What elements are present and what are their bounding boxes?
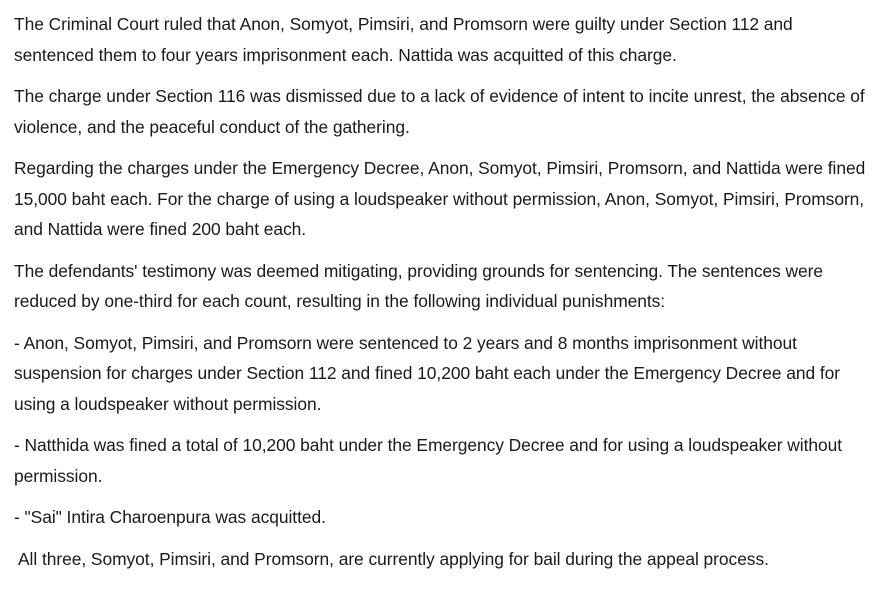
list-item-imprisonment: - Anon, Somyot, Pimsiri, and Promsorn were sentenced to 2 years and 8 months imprisonment without suspension for charges under Section 112 and fined 10,200 baht each under the Emergency Decree and for using a loudspeaker without permission. — [14, 332, 841, 414]
list-item-acquittal: - "Sai" Intira Charoenpura was acquitted. — [14, 507, 326, 527]
paragraph-emergency-decree-fines: Regarding the charges under the Emergency Decree, Anon, Somyot, Pimsiri, Promsorn, and Nattida were fined 15,000 baht each. For the charge of using a loudspeaker without permission, Anon, Somyot, Pimsiri, Promsorn, and Nattida were fined 200 baht each. — [14, 158, 866, 239]
paragraph-verdict-section-112: The Criminal Court ruled that Anon, Somyot, Pimsiri, and Promsorn were guilty under Section 112 and sentenced them to four years imprisonment each. Nattida was acquitted of this charge. — [14, 14, 793, 65]
paragraph-section-116-dismissed: The charge under Section 116 was dismissed due to a lack of evidence of intent to incite unrest, the absence of violence, and the peaceful conduct of the gathering. — [14, 86, 865, 137]
paragraph-bail-application: All three, Somyot, Pimsiri, and Promsorn, are currently applying for bail during the appeal process. — [18, 548, 769, 569]
list-item-natthida-fine: - Natthida was fined a total of 10,200 baht under the Emergency Decree and for using a loudspeaker without permission. — [14, 435, 843, 486]
paragraph-mitigation: The defendants' testimony was deemed mitigating, providing grounds for sentencing. The sentences were reduced by one-third for each count, resulting in the following individual punishments: — [14, 260, 824, 311]
